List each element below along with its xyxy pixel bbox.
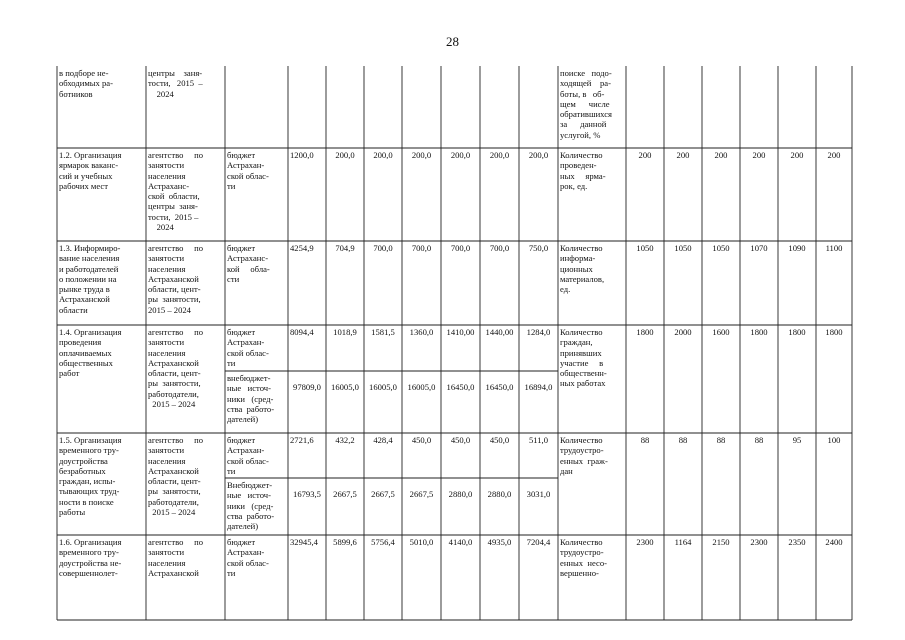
indicator-target: 2400 bbox=[825, 537, 843, 547]
indicator-target: 1600 bbox=[712, 327, 730, 337]
funding-value: 200,0 bbox=[450, 150, 471, 160]
funding-value: 200,0 bbox=[528, 150, 549, 160]
indicator-target: 1090 bbox=[788, 243, 806, 253]
funding-value-extra: 16005,0 bbox=[369, 382, 397, 392]
funding-value: 5899,6 bbox=[333, 537, 357, 547]
funding-value: 1581,5 bbox=[371, 327, 395, 337]
indicator-target: 2350 bbox=[788, 537, 806, 547]
indicator-target: 200 bbox=[827, 150, 841, 160]
funding-value: 700,0 bbox=[411, 243, 432, 253]
funding-value: 32945,4 bbox=[290, 537, 318, 547]
funding-value: 1018,9 bbox=[333, 327, 357, 337]
funding-value-extra: 16450,0 bbox=[446, 382, 475, 392]
executor-cell: агентство по занятости населения Астраханской области, цент- ры занятости, 2015 – 2024 bbox=[148, 243, 204, 315]
funding-value: 511,0 bbox=[528, 435, 549, 445]
indicator-name: Количество граждан, принявших участие в общественн- ных работах bbox=[560, 327, 607, 389]
funding-value: 5010,0 bbox=[409, 537, 434, 547]
indicator-target: 1050 bbox=[712, 243, 730, 253]
measure-name: 1.4. Организация проведения оплачиваемых общественных работ bbox=[59, 327, 122, 379]
funding-value: 1440,00 bbox=[485, 327, 514, 337]
funding-value: 450,0 bbox=[489, 435, 510, 445]
funding-source: бюджет Астрахан- ской облас- ти bbox=[227, 435, 269, 476]
indicator-target: 200 bbox=[752, 150, 766, 160]
funding-value: 200,0 bbox=[489, 150, 510, 160]
indicator-target: 95 bbox=[792, 435, 802, 445]
funding-value: 4254,9 bbox=[290, 243, 314, 253]
funding-value: 5756,4 bbox=[371, 537, 395, 547]
funding-value: 8094,4 bbox=[290, 327, 314, 337]
indicator-target: 2300 bbox=[636, 537, 654, 547]
funding-value: 700,0 bbox=[373, 243, 393, 253]
funding-value: 200,0 bbox=[335, 150, 355, 160]
funding-value: 4140,0 bbox=[448, 537, 473, 547]
indicator-target: 88 bbox=[754, 435, 764, 445]
measure-name: 1.5. Организация временного тру- доустройства безработных граждан, испы- тывающих труд- ности в поиске работы bbox=[59, 435, 122, 518]
funding-source-extra: внебюджет- ные источ- ники (сред- ства работо- дателей) bbox=[227, 373, 275, 425]
measure-name: 1.2. Организация ярмарок ваканс- сий и учебных рабочих мест bbox=[59, 150, 122, 191]
funding-value-extra: 2667,5 bbox=[333, 489, 357, 499]
funding-value: 1410,00 bbox=[446, 327, 475, 337]
indicator-target: 2300 bbox=[750, 537, 768, 547]
funding-value-extra: 16450,0 bbox=[485, 382, 514, 392]
funding-value: 432,2 bbox=[335, 435, 355, 445]
funding-source: бюджет Астрахан- ской облас- ти bbox=[227, 537, 269, 578]
indicator-target: 1070 bbox=[750, 243, 768, 253]
executor-cell: агентство по занятости населения Астраханс- ской области, центры заня- тости, 2015 – 2024 bbox=[148, 150, 204, 233]
indicator-name: Количество трудоустро- енных несо- вершенно- bbox=[560, 537, 607, 578]
indicator-target: 1050 bbox=[674, 243, 692, 253]
indicator-name: поиске подо- ходящей ра- боты, в об- щем числе обратившихся за данной услугой, % bbox=[560, 68, 613, 140]
funding-source: бюджет Астраханс- кой обла- сти bbox=[227, 243, 270, 284]
funding-value: 2721,6 bbox=[290, 435, 314, 445]
funding-value: 450,0 bbox=[450, 435, 471, 445]
funding-value: 750,0 bbox=[528, 243, 549, 253]
measure-name: в подборе не- обходимых ра- ботников bbox=[59, 68, 113, 99]
funding-value-extra: 97809,0 bbox=[293, 382, 321, 392]
funding-value-extra: 16894,0 bbox=[524, 382, 553, 392]
indicator-name: Количество информа- ционных материалов, ед. bbox=[560, 243, 605, 295]
indicator-target: 1800 bbox=[636, 327, 654, 337]
executor-cell: агентство по занятости населения Астраханской bbox=[148, 537, 204, 578]
indicator-target: 2150 bbox=[712, 537, 730, 547]
executor-cell: агентство по занятости населения Астраханской области, цент- ры занятости, работодатели, 2015 – 2024 bbox=[148, 327, 204, 410]
funding-source-extra: Внебюджет- ные источ- ники (сред- ства работо- дателей) bbox=[227, 480, 275, 532]
funding-source: бюджет Астрахан- ской облас- ти bbox=[227, 327, 269, 368]
funding-value-extra: 16005,0 bbox=[407, 382, 436, 392]
indicator-target: 88 bbox=[640, 435, 650, 445]
funding-value: 700,0 bbox=[450, 243, 471, 253]
page-number: 28 bbox=[446, 34, 459, 49]
indicator-target: 1050 bbox=[636, 243, 654, 253]
funding-value: 1284,0 bbox=[526, 327, 551, 337]
indicator-target: 88 bbox=[716, 435, 726, 445]
indicator-target: 200 bbox=[714, 150, 728, 160]
indicator-target: 1800 bbox=[750, 327, 768, 337]
indicator-target: 100 bbox=[827, 435, 841, 445]
funding-value: 200,0 bbox=[373, 150, 393, 160]
funding-value-extra: 3031,0 bbox=[526, 489, 551, 499]
indicator-target: 200 bbox=[676, 150, 690, 160]
funding-value-extra: 2667,5 bbox=[409, 489, 434, 499]
measure-name: 1.6. Организация временного тру- доустройства не- совершеннолет- bbox=[59, 537, 122, 578]
funding-value-extra: 2667,5 bbox=[371, 489, 395, 499]
funding-value: 1200,0 bbox=[290, 150, 314, 160]
funding-value: 428,4 bbox=[373, 435, 393, 445]
indicator-target: 200 bbox=[638, 150, 652, 160]
funding-value: 4935,0 bbox=[487, 537, 512, 547]
funding-value: 450,0 bbox=[411, 435, 432, 445]
funding-value-extra: 2880,0 bbox=[448, 489, 473, 499]
funding-value-extra: 16005,0 bbox=[331, 382, 359, 392]
funding-value-extra: 2880,0 bbox=[487, 489, 512, 499]
funding-value: 7204,4 bbox=[526, 537, 551, 547]
funding-value: 200,0 bbox=[411, 150, 432, 160]
indicator-target: 2000 bbox=[674, 327, 692, 337]
indicator-target: 1800 bbox=[825, 327, 843, 337]
funding-value: 1360,0 bbox=[409, 327, 434, 337]
executor-cell: агентство по занятости населения Астраханской области, цент- ры занятости, работодатели, 2015 – 2024 bbox=[148, 435, 204, 518]
indicator-name: Количество проведен- ных ярма- рок, ед. bbox=[560, 150, 606, 191]
indicator-target: 88 bbox=[678, 435, 688, 445]
measure-name: 1.3. Информиро- вание населения и работодателей о положении на рынке труда в Астраханской области bbox=[59, 243, 121, 315]
indicator-target: 1800 bbox=[788, 327, 806, 337]
funding-value: 700,0 bbox=[489, 243, 510, 253]
funding-value-extra: 16793,5 bbox=[293, 489, 321, 499]
indicator-target: 200 bbox=[790, 150, 804, 160]
indicator-target: 1164 bbox=[674, 537, 692, 547]
funding-source: бюджет Астрахан- ской облас- ти bbox=[227, 150, 269, 191]
funding-value: 704,9 bbox=[335, 243, 355, 253]
indicator-name: Количество трудоустро- енных граж- дан bbox=[560, 435, 608, 476]
executor-cell: центры заня- тости, 2015 – 2024 bbox=[148, 68, 203, 99]
indicator-target: 1100 bbox=[825, 243, 843, 253]
